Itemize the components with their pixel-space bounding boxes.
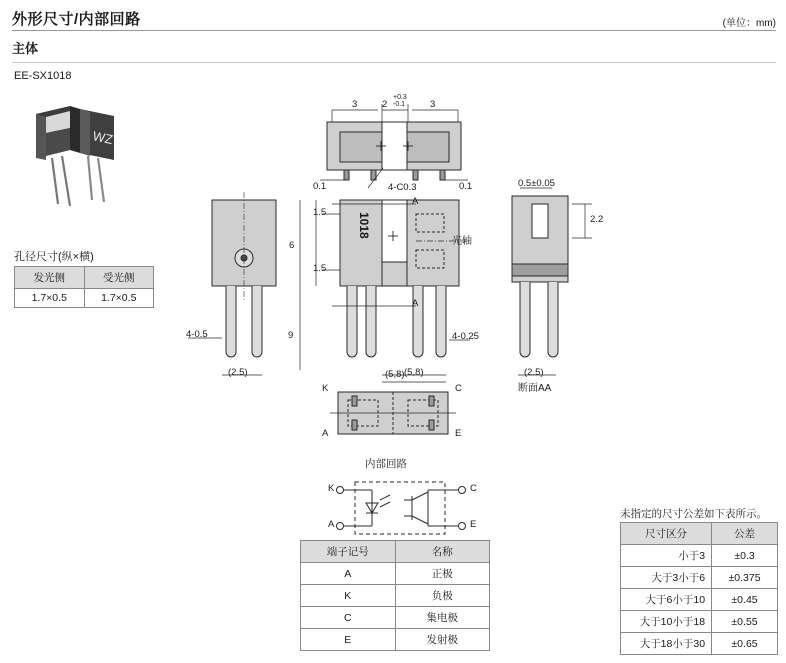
table-row [301, 629, 490, 651]
top-dim-center-tol-up: +0.3 [393, 94, 407, 101]
tolerance-header-range: 尺寸区分 [621, 523, 712, 545]
hole-value-receiver: 1.7×0.5 [84, 289, 154, 308]
bottom-dim-58: (5,8) [385, 369, 405, 380]
top-dim-center: 2 [382, 99, 388, 110]
table-row [621, 545, 778, 567]
tolerance-table [620, 522, 778, 655]
terminal-header-symbol: 端子记号 [301, 541, 396, 563]
tolerance-value-4: ±0.55 [712, 611, 778, 633]
terminal-header-name: 名称 [395, 541, 490, 563]
top-dim-right-3: 3 [430, 99, 436, 110]
top-dim-right-01: 0.1 [459, 181, 473, 192]
table-row [621, 611, 778, 633]
hole-header-receiver: 受光侧 [84, 267, 154, 289]
chamfer-note: 4-C0.3 [388, 182, 417, 193]
page-title: 外形尺寸/内部回路 [12, 11, 141, 28]
bottom-pin-E: E [455, 428, 462, 439]
circuit-pin-K: K [328, 483, 335, 494]
front-dim-58: (5,8) [404, 367, 424, 378]
terminal-name-a: 正极 [395, 563, 490, 585]
bottom-pin-C: C [455, 383, 462, 394]
terminal-name-k: 负极 [395, 585, 490, 607]
left-dim-25: (2.5) [228, 367, 248, 378]
tolerance-range-5: 大于18小于30 [621, 633, 712, 655]
terminal-name-e: 发射极 [395, 629, 490, 651]
table-row [301, 607, 490, 629]
hole-header-emitter: 发光侧 [15, 267, 85, 289]
front-dim-15-bottom: 1.5 [313, 263, 327, 274]
right-lead-dim: 4-0.25 [452, 331, 479, 342]
tolerance-value-2: ±0.375 [712, 567, 778, 589]
section-dim-05: 0.5±0.05 [518, 178, 555, 189]
terminal-table [300, 540, 490, 651]
circuit-pin-C: C [470, 483, 477, 494]
section-dim-25: (2.5) [524, 367, 544, 378]
svg-text:WZ: WZ [91, 128, 115, 148]
table-row [301, 563, 490, 585]
section-title: 主体 [12, 41, 39, 56]
hole-size-caption: 孔径尺寸(纵×横) [14, 251, 94, 263]
table-row [621, 589, 778, 611]
terminal-symbol-a: A [301, 563, 396, 585]
tolerance-range-1: 小于3 [621, 545, 712, 567]
tolerance-value-3: ±0.45 [712, 589, 778, 611]
table-row [301, 585, 490, 607]
circuit-pin-E: E [470, 519, 477, 530]
section-letter-top: A [412, 196, 419, 207]
terminal-symbol-k: K [301, 585, 396, 607]
front-dim-9: 9 [288, 330, 294, 341]
top-dim-left-3: 3 [352, 99, 358, 110]
top-dim-center-tol-dn: -0.1 [393, 101, 406, 108]
front-dim-15-top: 1.5 [313, 207, 327, 218]
section-caption: 断面AA [518, 383, 552, 394]
circuit-pin-A: A [328, 519, 335, 530]
terminal-name-c: 集电极 [395, 607, 490, 629]
left-lead-dim: 4-0.5 [186, 329, 208, 340]
unit-note: (单位：mm) [722, 18, 776, 29]
section-letter-bottom: A [412, 298, 419, 309]
circuit-title: 内部回路 [365, 458, 407, 470]
part-number: EE-SX1018 [14, 70, 72, 82]
device-marking: 1018 [357, 212, 371, 239]
tolerance-value-5: ±0.65 [712, 633, 778, 655]
table-row [621, 567, 778, 589]
tolerance-note: 未指定的尺寸公差如下表所示。 [620, 508, 767, 520]
top-dim-left-01: 0.1 [313, 181, 327, 192]
front-dim-6: 6 [289, 240, 295, 251]
tolerance-value-1: ±0.3 [712, 545, 778, 567]
tolerance-range-2: 大于3小于6 [621, 567, 712, 589]
terminal-symbol-e: E [301, 629, 396, 651]
terminal-symbol-c: C [301, 607, 396, 629]
tolerance-range-4: 大于10小于18 [621, 611, 712, 633]
bottom-pin-K: K [322, 383, 329, 394]
tolerance-header-value: 公差 [712, 523, 778, 545]
table-row [621, 633, 778, 655]
tolerance-range-3: 大于6小于10 [621, 589, 712, 611]
bottom-pin-A: A [322, 428, 329, 439]
section-dim-22: 2.2 [590, 214, 604, 225]
hole-value-emitter: 1.7×0.5 [15, 289, 85, 308]
optical-axis-label: 光轴 [452, 236, 472, 247]
